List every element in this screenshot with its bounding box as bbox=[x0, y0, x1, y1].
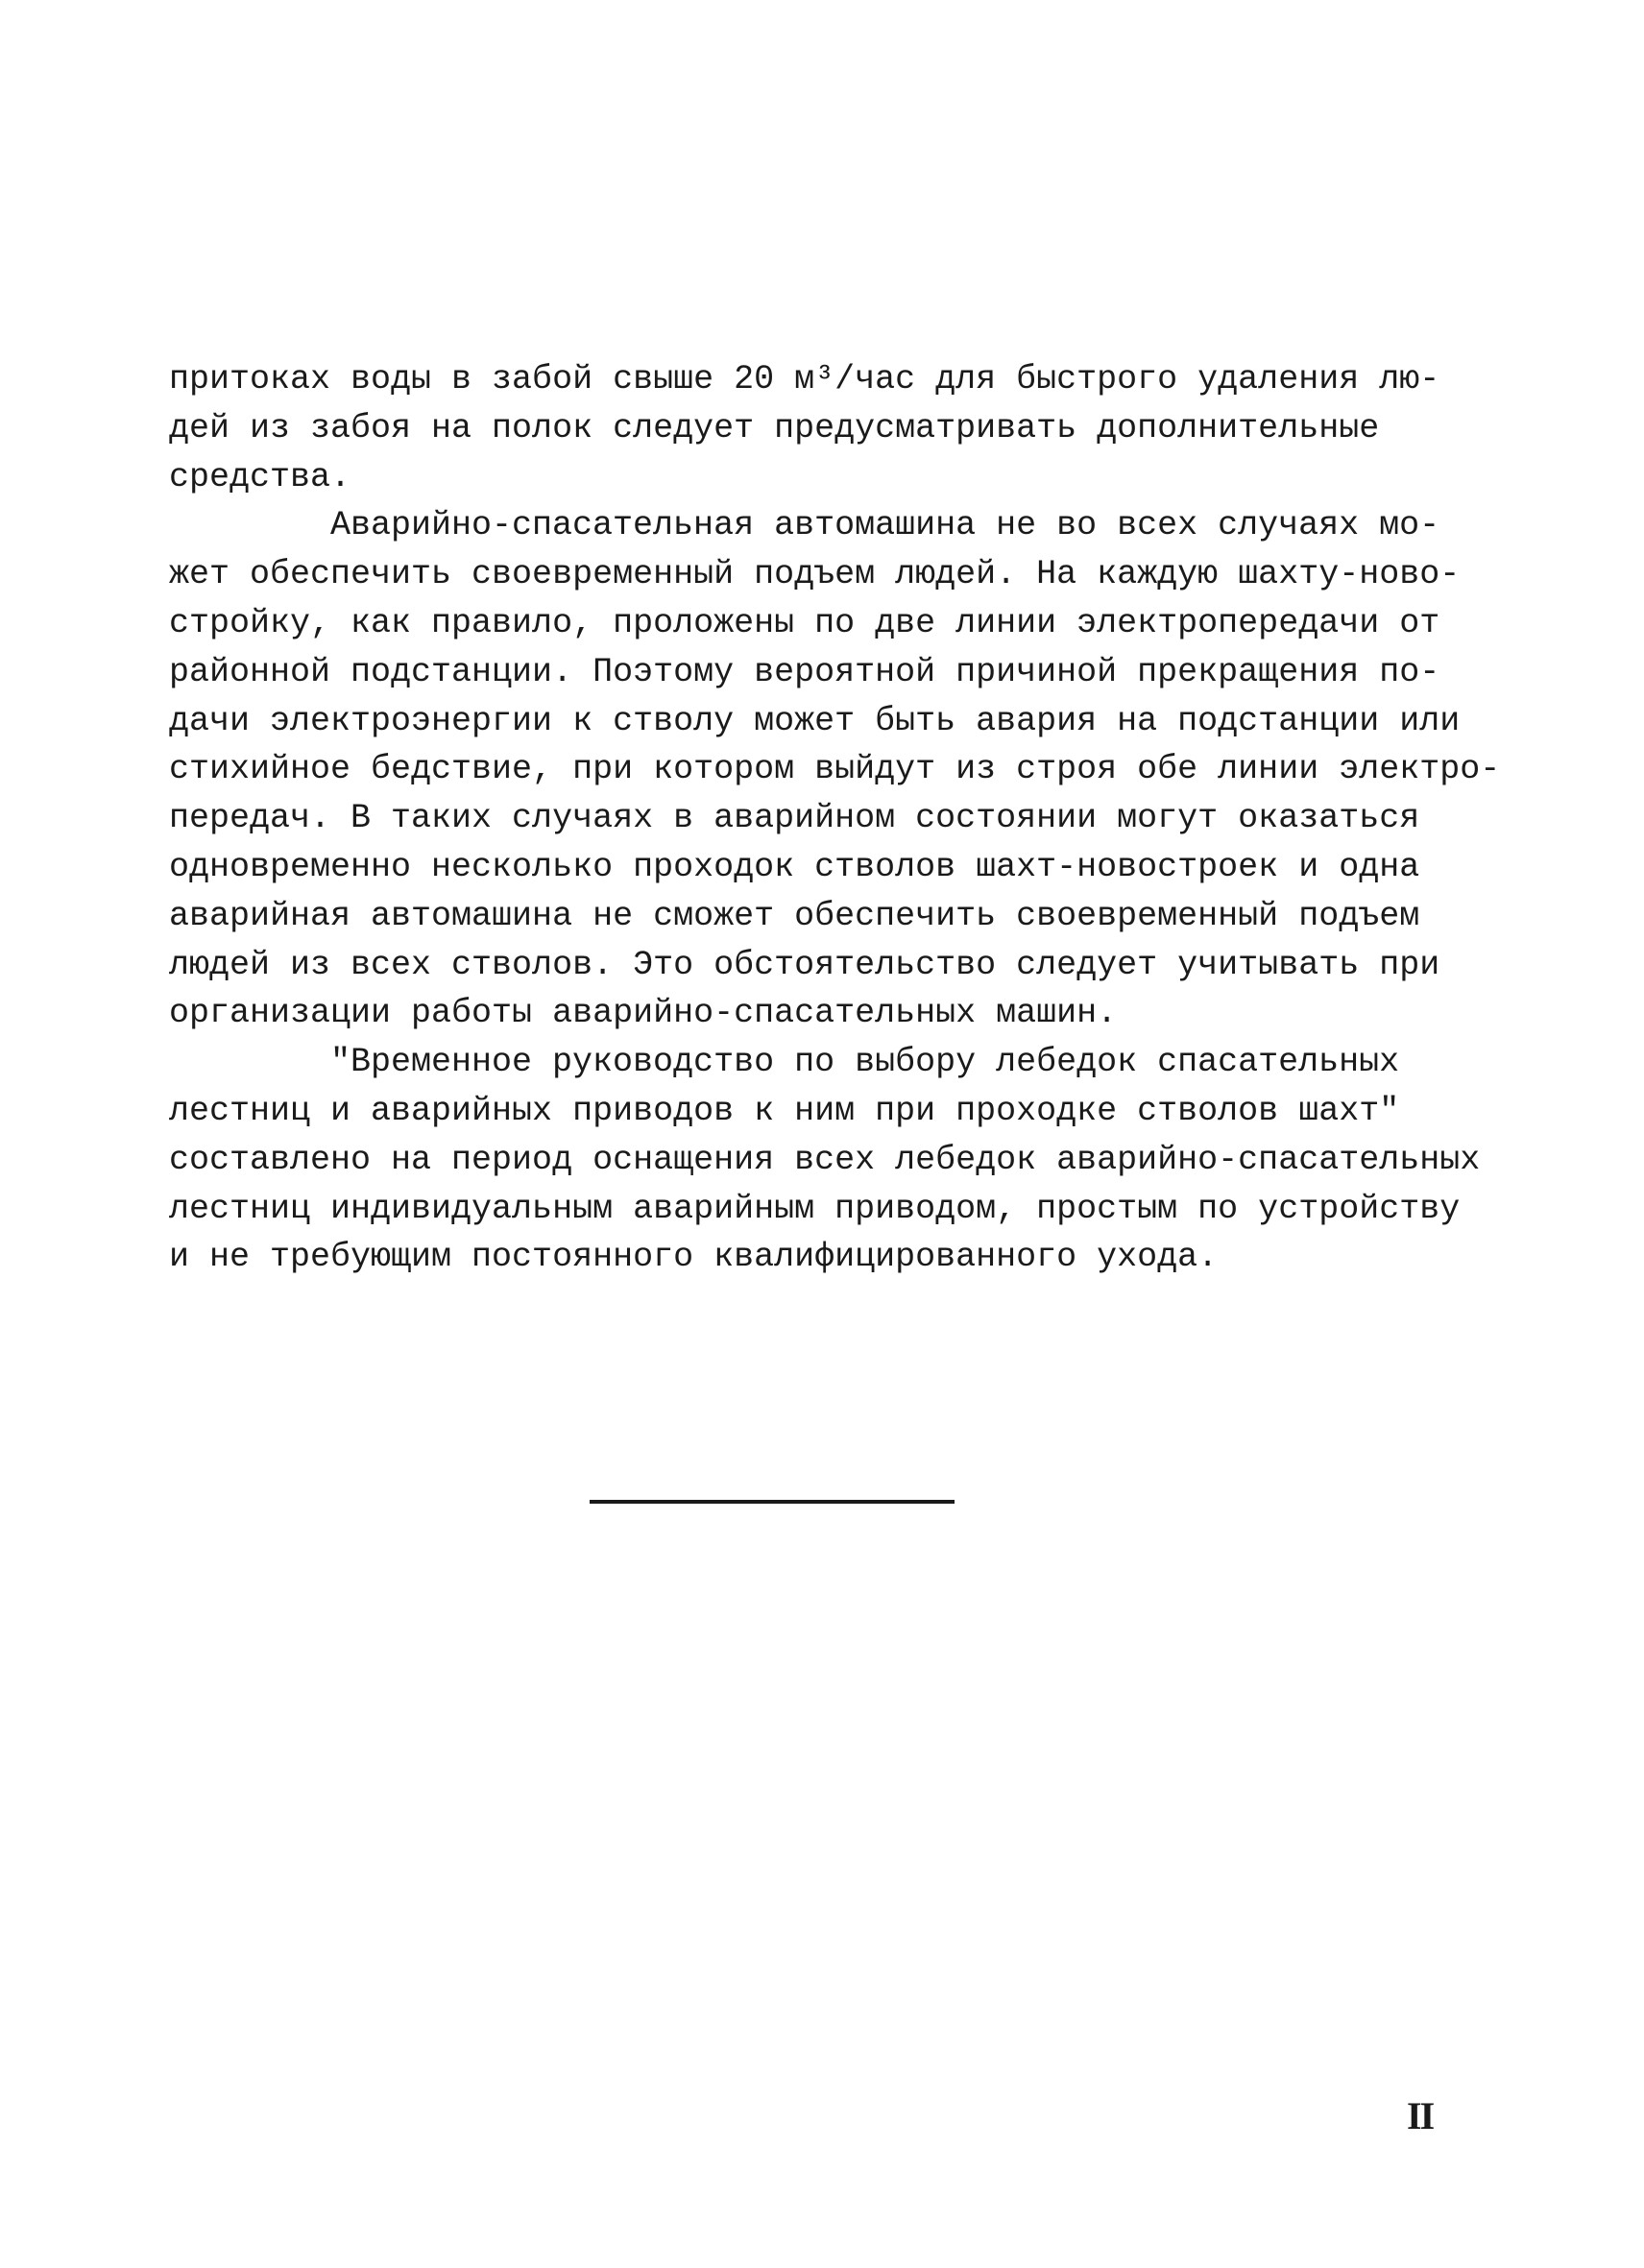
text-line: районной подстанции. Поэтому вероятной причиной прекращения по- bbox=[169, 652, 1440, 691]
text-line: дей из забоя на полок следует предусматривать дополнительные bbox=[169, 408, 1380, 447]
body-text bbox=[169, 355, 1513, 1282]
text-line: "Временное руководство по выбору лебедок спасательных bbox=[330, 1043, 1400, 1082]
text-line: Аварийно-спасательная автомашина не во всех случаях мо- bbox=[330, 506, 1440, 545]
end-divider bbox=[590, 1500, 955, 1504]
text-line: организации работы аварийно-спасательных машин. bbox=[169, 994, 1118, 1033]
text-line: лестниц индивидуальным аварийным приводом, простым по устройству bbox=[169, 1189, 1461, 1228]
text-line: людей из всех стволов. Это обстоятельство следует учитывать при bbox=[169, 945, 1440, 984]
text-line: притоках воды в забой свыше 20 м³/час для быстрого удаления лю- bbox=[169, 360, 1440, 398]
text-line: одновременно несколько проходок стволов шахт-новостроек и одна bbox=[169, 847, 1420, 886]
text-line: средства. bbox=[169, 457, 351, 496]
text-line: стихийное бедствие, при котором выйдут из строя обе линии электро- bbox=[169, 750, 1501, 789]
text-line: лестниц и аварийных приводов к ним при проходке стволов шахт" bbox=[169, 1091, 1400, 1130]
text-line: стройку, как правило, проложены по две линии электропередачи от bbox=[169, 603, 1440, 642]
text-line: и не требующим постоянного квалифицированного ухода. bbox=[169, 1238, 1219, 1277]
text-line: дачи электроэнергии к стволу может быть авария на подстанции или bbox=[169, 701, 1461, 740]
text-line: аварийная автомашина не сможет обеспечить своевременный подъем bbox=[169, 896, 1420, 935]
text-line: жет обеспечить своевременный подъем людей. На каждую шахту-ново- bbox=[169, 555, 1461, 594]
text-line: составлено на период оснащения всех лебедок аварийно-спасательных bbox=[169, 1140, 1481, 1179]
page-number: II bbox=[1407, 2094, 1434, 2137]
text-line: передач. В таких случаях в аварийном состоянии могут оказаться bbox=[169, 799, 1420, 838]
